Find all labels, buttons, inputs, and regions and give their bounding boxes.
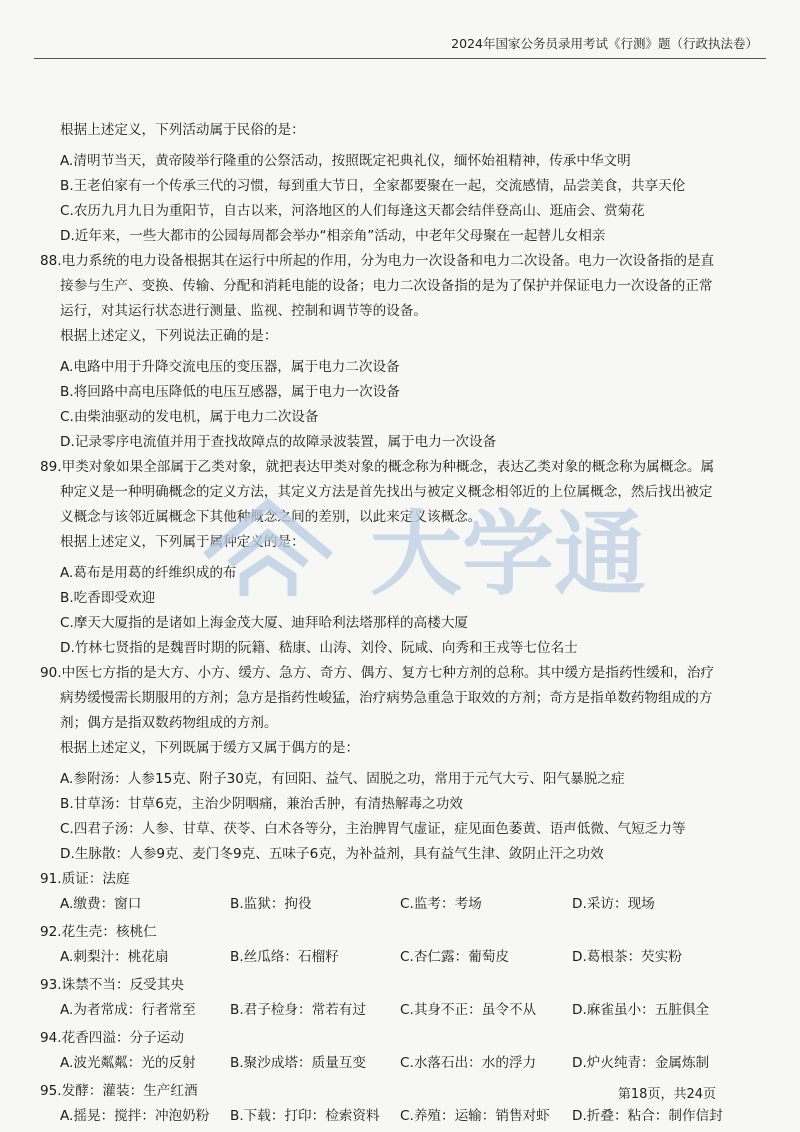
option-d: D.折叠：粘合：制作信封: [572, 1108, 723, 1124]
question-93: [40, 973, 770, 1023]
question-text: 接参与生产、变换、传输、分配和消耗电能的设备；电力二次设备指的是为了保护并保证电力一次设备的正常: [60, 278, 713, 294]
question-title: 91.质证：法庭: [40, 871, 130, 887]
watermark-text: 大学通: [370, 501, 647, 606]
option-b: B.聚沙成塔：质量互变: [230, 1055, 366, 1071]
option-a: A.刺梨汁：桃花扇: [60, 949, 169, 965]
option-d: D.麻雀虽小：五脏俱全: [572, 1002, 710, 1018]
option-row: [40, 1051, 770, 1076]
option-row: [40, 945, 770, 970]
option-d: D.采访：现场: [572, 896, 655, 912]
option-a: A.波光粼粼：光的反射: [60, 1055, 196, 1071]
page-number: 第18页，共24页: [617, 1087, 716, 1102]
option-c: C.监考：考场: [400, 896, 482, 912]
option-b: B.监狱：拘役: [230, 896, 312, 912]
question-94: [40, 1026, 770, 1076]
option-c: C.其身不正：虽令不从: [400, 1002, 537, 1018]
question-text: 病势缓慢需长期服用的方剂；急方是指药性峻猛，治疗病势急重急于取效的方剂；奇方是指单数药物组成的方: [60, 690, 713, 706]
option-d: D.近年来，一些大都市的公园每周都会举办“相亲角”活动，中老年父母聚在一起替儿女相亲: [60, 228, 606, 244]
option-c: C.摩天大厦指的是诸如上海金茂大厦、迪拜哈利法塔那样的高楼大厦: [60, 615, 469, 631]
question-text: 义概念与该邻近属概念下其他种概念之间的差别，以此来定义该概念。: [60, 509, 482, 525]
option-c: C.水落石出：水的浮力: [400, 1055, 537, 1071]
option-d: D.记录零序电流值并用于查找故障点的故障录波装置，属于电力一次设备: [60, 434, 497, 450]
option-a: A.电路中用于升降交流电压的变压器，属于电力二次设备: [60, 359, 400, 375]
q87-tail: [40, 118, 770, 249]
option-a: A.葛布是用葛的纤维织成的布: [60, 565, 237, 581]
question-text: 种定义是一种明确概念的定义方法，其定义方法是首先找出与被定义概念相邻近的上位属概念，然后找出被定: [60, 484, 713, 500]
question-text: 剂；偶方是指双数药物组成的方剂。: [60, 715, 278, 731]
option-b: B.君子检身：常若有过: [230, 1002, 366, 1018]
question-88: [40, 249, 770, 455]
question-title: 93.诛禁不当：反受其央: [40, 977, 184, 993]
question-91: [40, 867, 770, 917]
question-stem: 根据上述定义，下列属于属种定义的是：: [60, 534, 305, 550]
header-divider: [34, 58, 766, 59]
question-text: 89.甲类对象如果全部属于乙类对象，就把表达甲类对象的概念称为种概念，表达乙类对象的概念称为属概念。属: [40, 459, 715, 475]
option-b: B.王老伯家有一个传承三代的习惯，每到重大节日，全家都要聚在一起，交流感情，品尝美食，共享天伦: [60, 178, 686, 194]
option-c: C.由柴油驱动的发电机，属于电力二次设备: [60, 409, 319, 425]
question-text: 运行，对其运行状态进行测量、监视、控制和调节等的设备。: [60, 303, 428, 319]
option-b: B.下载：打印：检索资料: [230, 1108, 380, 1124]
option-row: [40, 998, 770, 1023]
question-text: 90.中医七方指的是大方、小方、缓方、急方、奇方、偶方、复方七种方剂的总称。其中缓方是指药性缓和，治疗: [40, 665, 715, 681]
option-c: C.四君子汤：人参、甘草、茯苓、白术各等分，主治脾胃气虚证，症见面色萎黄、语声低微、气短乏力等: [60, 821, 686, 837]
option-d: D.葛根茶：芡实粉: [572, 949, 682, 965]
option-a: A.摇晃：搅拌：冲泡奶粉: [60, 1108, 210, 1124]
page-content: [40, 118, 770, 1129]
option-row: [40, 1104, 770, 1129]
option-d: D.竹林七贤指的是魏晋时期的阮籍、嵇康、山涛、刘伶、阮咸、向秀和王戎等七位名士: [60, 640, 578, 656]
option-c: C.养殖：运输：销售对虾: [400, 1108, 550, 1124]
question-90: [40, 661, 770, 867]
option-b: B.吃香即受欢迎: [60, 590, 156, 606]
question-stem: 根据上述定义，下列说法正确的是：: [60, 328, 278, 344]
page-header: 2024年国家公务员录用考试《行测》题（行政执法卷）: [451, 36, 758, 51]
question-89: [40, 455, 770, 661]
question-title: 94.花香四溢：分子运动: [40, 1030, 184, 1046]
option-a: A.为者常成：行者常至: [60, 1002, 196, 1018]
option-a: A.缴费：窗口: [60, 896, 142, 912]
question-title: 92.花生壳：核桃仁: [40, 924, 157, 940]
option-d: D.炉火纯青：金属炼制: [572, 1055, 710, 1071]
option-b: B.丝瓜络：石榴籽: [230, 949, 339, 965]
option-a: A.清明节当天，黄帝陵举行隆重的公祭活动，按照既定祀典礼仪，缅怀始祖精神，传承中华文明: [60, 153, 631, 169]
option-b: B.甘草汤：甘草6克，主治少阴咽痛，兼治舌肿，有清热解毒之功效: [60, 796, 463, 812]
option-c: C.杏仁露：葡萄皮: [400, 949, 509, 965]
question-text: 88.电力系统的电力设备根据其在运行中所起的作用，分为电力一次设备和电力二次设备。电力一次设备指的是直: [40, 253, 715, 269]
question-title: 95.发酵：灌装：生产红酒: [40, 1083, 198, 1099]
option-row: [40, 892, 770, 917]
question-92: [40, 920, 770, 970]
option-c: C.农历九月九日为重阳节，自古以来，河洛地区的人们每逢这天都会结伴登高山、逛庙会、赏菊花: [60, 203, 645, 219]
option-b: B.将回路中高电压降低的电压互感器，属于电力一次设备: [60, 384, 400, 400]
option-d: D.生脉散：人参9克、麦门冬9克、五味子6克，为补益剂，具有益气生津、敛阴止汗之功效: [60, 846, 604, 862]
question-stem: 根据上述定义，下列既属于缓方又属于偶方的是：: [60, 740, 360, 756]
question-stem: 根据上述定义，下列活动属于民俗的是：: [60, 122, 305, 138]
option-a: A.参附汤：人参15克、附子30克，有回阳、益气、固脱之功，常用于元气大亏、阳气暴脱之症: [60, 771, 625, 787]
